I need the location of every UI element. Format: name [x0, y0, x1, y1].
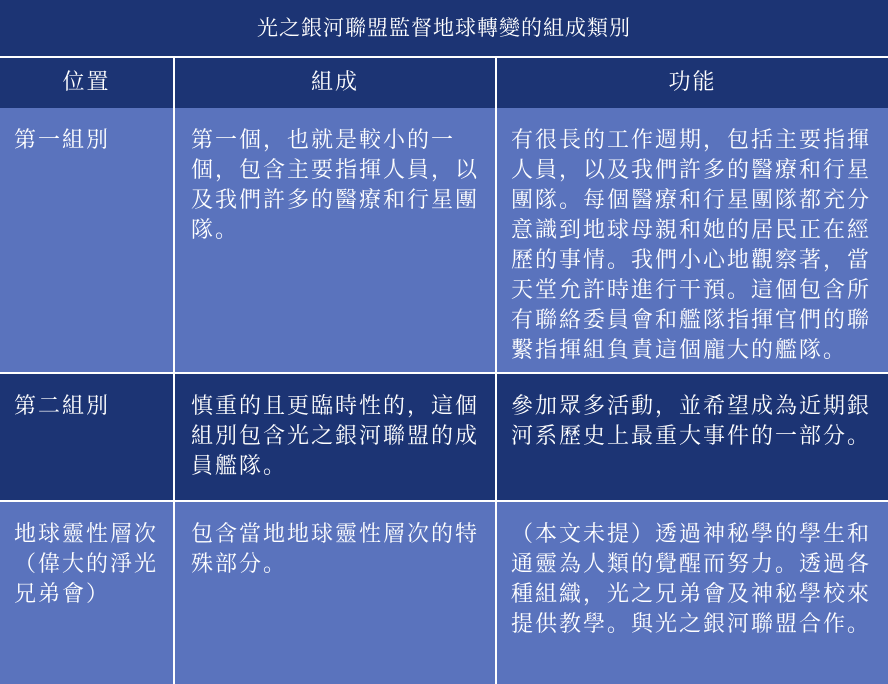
row2-function: 參加眾多活動，並希望成為近期銀河系歷史上最重大事件的一部分。 [497, 374, 888, 500]
row1-position: 第一組別 [0, 108, 173, 372]
row2-position: 第二組別 [0, 374, 173, 500]
row2-composition: 慎重的且更臨時性的，這個組別包含光之銀河聯盟的成員艦隊。 [175, 374, 495, 500]
row1-function: 有很長的工作週期，包括主要指揮人員，以及我們許多的醫療和行星團隊。每個醫療和行星團隊都充分意識到地球母親和她的居民正在經歷的事情。我們小心地觀察著，當天堂允許時進行干預。這個包含所有聯絡委員會和艦隊指揮官們的聯繫指揮組負責這個龐大的艦隊。 [497, 108, 888, 372]
table-title: 光之銀河聯盟監督地球轉變的組成類別 [0, 0, 888, 56]
header-position: 位置 [0, 58, 173, 108]
header-composition: 組成 [175, 58, 495, 108]
row3-position: 地球靈性層次（偉大的淨光兄弟會） [0, 502, 173, 684]
row1-composition: 第一個，也就是較小的一個，包含主要指揮人員，以及我們許多的醫療和行星團隊。 [175, 108, 495, 372]
row3-composition: 包含當地地球靈性層次的特殊部分。 [175, 502, 495, 684]
row3-function: （本文未提）透過神秘學的學生和通靈為人類的覺醒而努力。透過各種組織，光之兄弟會及神秘學校來提供教學。與光之銀河聯盟合作。 [497, 502, 888, 684]
header-function: 功能 [497, 58, 888, 108]
